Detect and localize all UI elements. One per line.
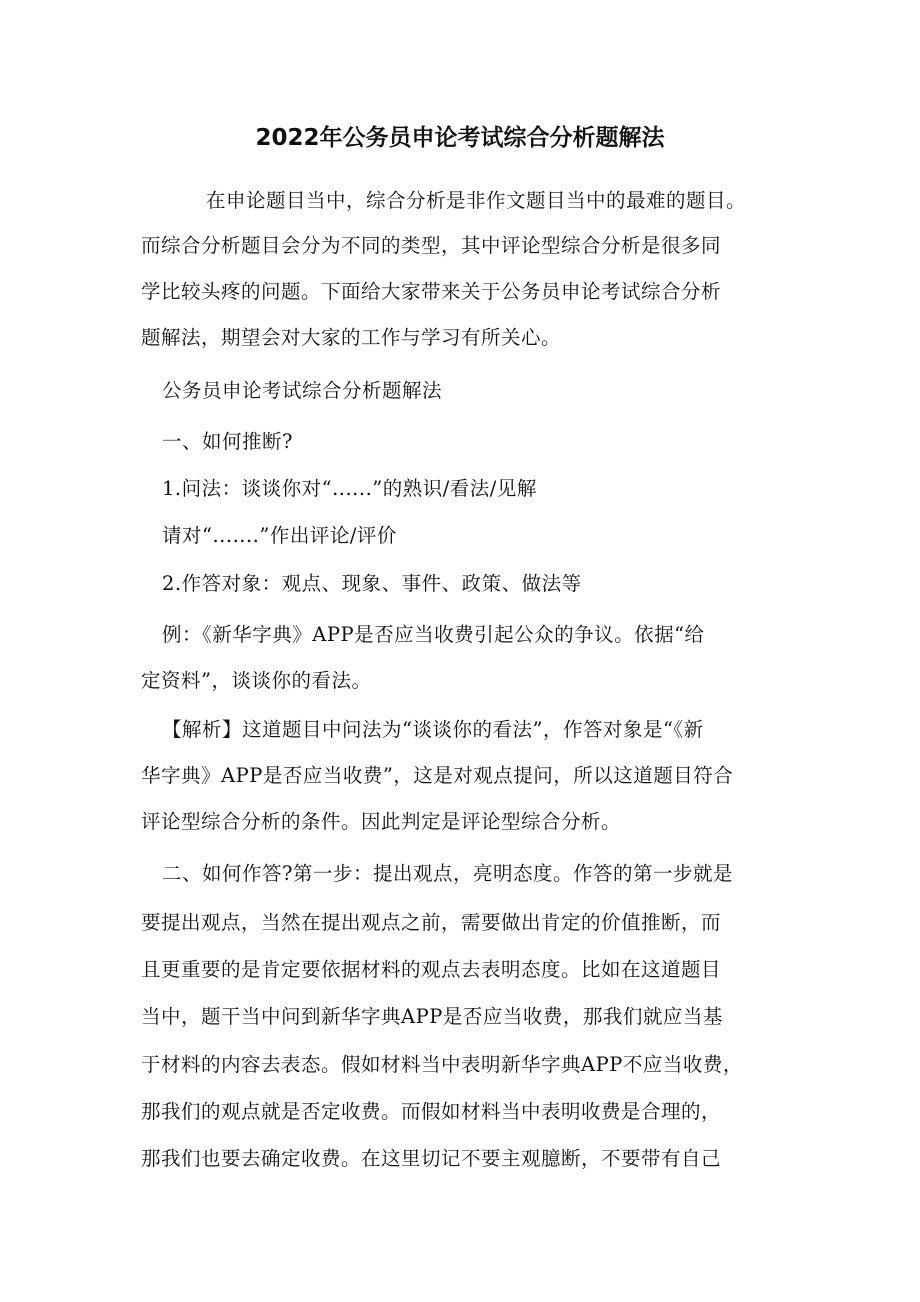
text-line: 学比较头疼的问题。下面给大家带来关于公务员申论考试综合分析 [141,280,722,303]
text-line: 例：《新华字典》APP是否应当收费引起公众的争议。依据“给 [162,623,705,646]
text-line: 那我们也要去确定收费。在这里切记不要主观臆断，不要带有自己 [141,1147,722,1170]
text-line: 请对“.......”作出评论/评价 [162,524,397,547]
text-line: 二、如何作答?第一步：提出观点，亮明态度。作答的第一步就是 [162,862,733,885]
text-line: 评论型综合分析的条件。因此判定是评论型综合分析。 [141,810,622,833]
text-line: 【解析】这道题目中问法为“谈谈你的看法”，作答对象是“《新 [162,718,704,741]
text-line: 定资料”，谈谈你的看法。 [141,669,372,692]
text-line: 题解法，期望会对大家的工作与学习有所关心。 [141,326,562,349]
text-line: 1.问法：谈谈你对“......”的熟识/看法/见解 [162,477,537,500]
text-line: 那我们的观点就是否定收费。而假如材料当中表明收费是合理的， [141,1100,722,1123]
text-line: 当中，题干当中问到新华字典APP是否应当收费，那我们就应当基 [141,1005,723,1028]
text-line: 要提出观点，当然在提出观点之前，需要做出肯定的价值推断，而 [141,911,722,934]
text-line: 2.作答对象：观点、现象、事件、政策、做法等 [162,572,582,595]
text-line: 于材料的内容去表态。假如材料当中表明新华字典APP不应当收费， [141,1053,743,1076]
document-title: 2022年公务员申论考试综合分析题解法 [255,125,665,151]
text-line: 而综合分析题目会分为不同的类型，其中评论型综合分析是很多同 [141,234,722,257]
text-line: 华字典》APP是否应当收费”，这是对观点提问，所以这道题目符合 [141,764,734,787]
text-line: 在申论题目当中，综合分析是非作文题目当中的最难的题目。 [206,189,747,212]
text-line: 一、如何推断? [162,430,293,453]
text-line: 公务员申论考试综合分析题解法 [162,379,443,402]
text-line: 且更重要的是肯定要依据材料的观点去表明态度。比如在这道题目 [141,958,722,981]
